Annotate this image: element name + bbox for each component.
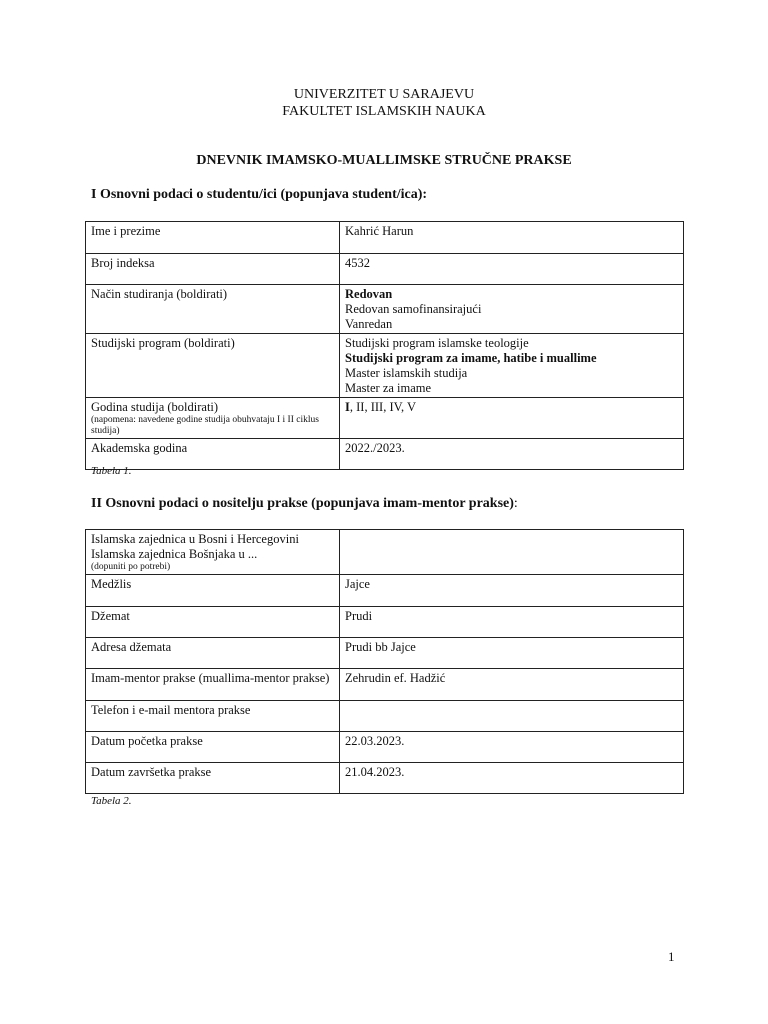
mentor-value: Zehrudin ef. Hadžić (340, 669, 684, 701)
start-date-value: 22.03.2023. (340, 732, 684, 763)
study-mode-option: Vanredan (345, 317, 393, 331)
study-mode-options (340, 285, 684, 334)
section2-title (91, 496, 518, 512)
iz-label-cell (86, 530, 340, 575)
table-row (86, 732, 684, 763)
index-label: Broj indeksa (86, 254, 340, 285)
medzlis-label: Medžlis (86, 575, 340, 607)
study-mode-option: Redovan samofinansirajući (345, 302, 482, 316)
table-row (86, 607, 684, 638)
end-date-label: Datum završetka prakse (86, 763, 340, 794)
contact-label: Telefon i e-mail mentora prakse (86, 701, 340, 732)
study-year-label: Godina studija (boldirati) (91, 400, 219, 414)
document-title: DNEVNIK IMAMSKO-MUALLIMSKE STRUČNE PRAKSE (196, 153, 572, 168)
contact-value (340, 701, 684, 732)
table-row (86, 398, 684, 439)
table-row (86, 669, 684, 701)
study-year-rest: , II, III, IV, V (349, 400, 417, 414)
start-date-label: Datum početka prakse (86, 732, 340, 763)
academic-year-value: 2022./2023. (340, 439, 684, 470)
table-row (86, 222, 684, 254)
page-number: 1 (668, 949, 675, 964)
table-row (86, 254, 684, 285)
table-row (86, 763, 684, 794)
end-date-value: 21.04.2023. (340, 763, 684, 794)
table-row (86, 575, 684, 607)
iz-note: (dopuniti po potrebi) (91, 562, 171, 572)
study-program-option: Master islamskih studija (345, 366, 468, 380)
section1-title: I Osnovni podaci o studentu/ici (popunjava student/ica): (91, 187, 428, 202)
iz-label-1: Islamska zajednica u Bosni i Hercegovini (91, 532, 299, 546)
study-year-note: (napomena: navedene godine studija obuhvataju I i II ciklus studija) (91, 415, 319, 436)
table-row (86, 334, 684, 398)
study-year-label-cell (86, 398, 340, 439)
study-mode-label: Način studiranja (boldirati) (86, 285, 340, 334)
study-program-options (340, 334, 684, 398)
table-row (86, 285, 684, 334)
section2-title-colon: : (513, 496, 518, 511)
name-value: Kahrić Harun (340, 222, 684, 254)
table-row (86, 701, 684, 732)
dzemat-label: Džemat (86, 607, 340, 638)
iz-label-2: Islamska zajednica Bošnjaka u ... (91, 547, 258, 561)
study-program-label: Studijski program (boldirati) (86, 334, 340, 398)
table-row (86, 530, 684, 575)
mentor-info-table (85, 529, 684, 794)
university-name: UNIVERZITET U SARAJEVU (293, 87, 475, 102)
study-program-option: Master za imame (345, 381, 432, 395)
mentor-label: Imam-mentor prakse (muallima-mentor prakse) (86, 669, 340, 701)
faculty-name: FAKULTET ISLAMSKIH NAUKA (282, 104, 486, 119)
dzemat-value: Prudi (340, 607, 684, 638)
study-program-option-selected: Studijski program za imame, hatibe i muallime (345, 351, 597, 365)
index-value: 4532 (340, 254, 684, 285)
table-row (86, 638, 684, 669)
table1-caption: Tabela 1. (91, 465, 132, 477)
medzlis-value: Jajce (340, 575, 684, 607)
student-info-table (85, 221, 684, 470)
iz-value (340, 530, 684, 575)
academic-year-label: Akademska godina (86, 439, 340, 470)
table-row (86, 439, 684, 470)
address-label: Adresa džemata (86, 638, 340, 669)
study-program-option: Studijski program islamske teologije (345, 336, 529, 350)
study-year-selected: I (345, 400, 350, 414)
study-mode-option-selected: Redovan (345, 287, 393, 301)
address-value: Prudi bb Jajce (340, 638, 684, 669)
name-label: Ime i prezime (86, 222, 340, 254)
section2-title-text: II Osnovni podaci o nositelju prakse (popunjava imam-mentor prakse) (91, 496, 514, 511)
table2-caption: Tabela 2. (91, 795, 132, 807)
study-year-options (340, 398, 684, 439)
